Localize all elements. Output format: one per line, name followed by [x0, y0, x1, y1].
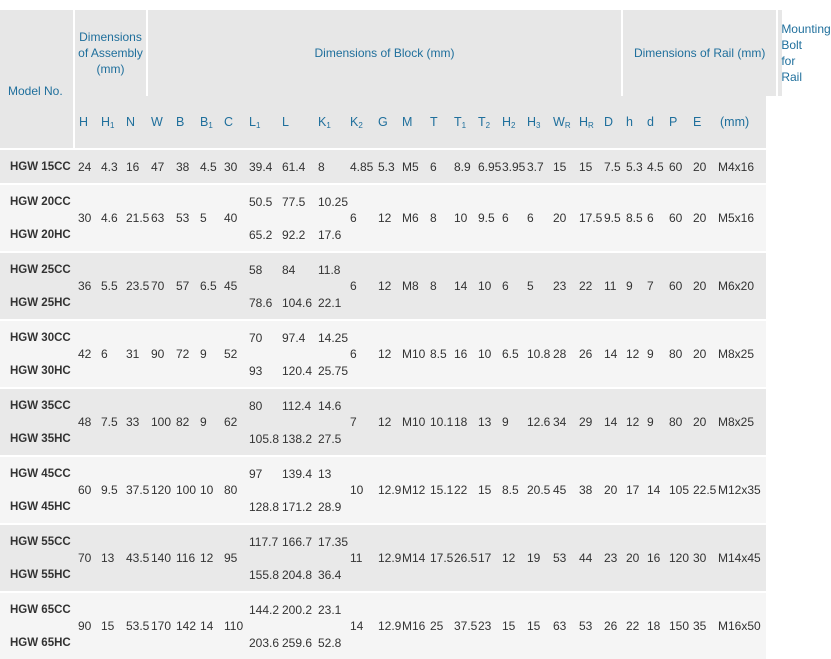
cell-l1: 128.8 — [249, 499, 280, 514]
cell-l: 204.8 — [282, 567, 313, 582]
cell-h3: 19 — [523, 524, 549, 592]
cell-l: 138.2 — [282, 431, 313, 446]
cell-b1: 5 — [196, 184, 220, 252]
cell-l: 97.4 — [278, 320, 314, 354]
cell-p: 60 — [665, 252, 689, 320]
cell-bolt: M16x50 — [712, 592, 766, 659]
cell-p: 80 — [665, 388, 689, 456]
cell-wr: 63 — [549, 592, 575, 659]
cell-t2: 10 — [474, 252, 498, 320]
table-row — [0, 320, 783, 354]
cell-wr: 20 — [549, 184, 575, 252]
cell-l: 77.5 — [278, 184, 314, 218]
cell-p: 80 — [665, 320, 689, 388]
cell-h: 24 — [74, 149, 97, 184]
subheader-9: $K_1$ — [318, 114, 331, 130]
cell-c: 52 — [220, 320, 245, 388]
cell-l: 61.4 — [278, 149, 314, 184]
cell-l: 139.4 — [278, 456, 314, 490]
cell-k1: 25.75 — [318, 363, 349, 378]
cell-l: 92.2 — [282, 227, 306, 242]
cell-l1: 58 — [245, 252, 278, 286]
cell-l: 259.6 — [282, 635, 313, 650]
cell-b: 142 — [172, 592, 196, 659]
model-cell: HGW 20CC — [0, 184, 74, 218]
cell-bolt: M12x35 — [712, 456, 766, 524]
cell-h: 8.5 — [622, 184, 643, 252]
cell-l: 120.4 — [282, 363, 313, 378]
cell-l: 104.6 — [282, 295, 313, 310]
cell-h: 70 — [74, 524, 97, 592]
cell-m: M6 — [398, 184, 426, 252]
cell-g: 12.9 — [374, 524, 398, 592]
cell-k1: 8 — [314, 149, 346, 184]
cell-d: 14 — [600, 388, 622, 456]
cell-k1: 14.25 — [314, 320, 346, 354]
cell-m: M16 — [398, 592, 426, 659]
cell-e: 20 — [689, 252, 712, 320]
cell-k1: 10.25 — [314, 184, 346, 218]
cell-t1: 22 — [450, 456, 474, 524]
subheader-18: $W_R$ — [553, 114, 571, 130]
cell-b: 53 — [172, 184, 196, 252]
subheader-3: W — [151, 115, 163, 129]
cell-l: 112.4 — [278, 388, 314, 422]
model-cell: HGW 30HC — [10, 364, 71, 377]
model-cell: HGW 65HC — [10, 636, 71, 649]
cell-k1: 28.9 — [318, 499, 342, 514]
cell-h: 22 — [622, 592, 643, 659]
cell-h2: 6 — [498, 252, 523, 320]
subheader-11: G — [378, 115, 388, 129]
table-row — [0, 592, 783, 626]
cell-m: M14 — [398, 524, 426, 592]
subheader-15: $T_2$ — [478, 114, 491, 130]
cell-b: 100 — [172, 456, 196, 524]
cell-b: 116 — [172, 524, 196, 592]
cell-c: 45 — [220, 252, 245, 320]
cell-k1: 22.1 — [318, 295, 342, 310]
cell-k2: 7 — [346, 388, 374, 456]
cell-b1: 9 — [196, 388, 220, 456]
cell-t2: 13 — [474, 388, 498, 456]
header-assembly-text: Dimensions of Assembly (mm) — [78, 30, 143, 76]
cell-bolt: M6x20 — [712, 252, 766, 320]
cell-h: 12 — [622, 320, 643, 388]
cell-b: 82 — [172, 388, 196, 456]
cell-d: 4.5 — [643, 149, 665, 184]
cell-w: 170 — [147, 592, 172, 659]
header-bolt — [777, 10, 831, 96]
cell-n: 33 — [122, 388, 147, 456]
cell-k2: 4.85 — [346, 149, 374, 184]
cell-hr: 15 — [575, 149, 600, 184]
model-cell: HGW 15CC — [0, 149, 74, 184]
cell-hr: 22 — [575, 252, 600, 320]
cell-bolt: M14x45 — [712, 524, 766, 592]
cell-n: 53.5 — [122, 592, 147, 659]
cell-k2: 11 — [346, 524, 374, 592]
cell-c: 30 — [220, 149, 245, 184]
cell-e: 35 — [689, 592, 712, 659]
cell-l1: 97 — [245, 456, 278, 490]
cell-t: 8.5 — [426, 320, 450, 388]
cell-h3: 20.5 — [523, 456, 549, 524]
cell-w: 70 — [147, 252, 172, 320]
cell-hr: 17.5 — [575, 184, 600, 252]
cell-l: 166.7 — [278, 524, 314, 558]
cell-t1: 37.5 — [450, 592, 474, 659]
subheader-25: (mm) — [720, 115, 750, 129]
cell-l1: 203.6 — [249, 635, 280, 650]
cell-d: 11 — [600, 252, 622, 320]
cell-l1: 117.7 — [245, 524, 278, 558]
subheader-8: L — [282, 115, 289, 129]
cell-h3: 15 — [523, 592, 549, 659]
cell-h: 30 — [74, 184, 97, 252]
cell-h1: 4.6 — [97, 184, 122, 252]
cell-t: 10.1 — [426, 388, 450, 456]
model-cell: HGW 30CC — [0, 320, 74, 354]
cell-hr: 53 — [575, 592, 600, 659]
cell-d: 23 — [600, 524, 622, 592]
cell-n: 23.5 — [122, 252, 147, 320]
cell-w: 90 — [147, 320, 172, 388]
cell-h2: 6.5 — [498, 320, 523, 388]
cell-l1: 105.8 — [249, 431, 280, 446]
cell-t: 15.1 — [426, 456, 450, 524]
cell-n: 31 — [122, 320, 147, 388]
cell-b1: 4.5 — [196, 149, 220, 184]
cell-k1: 36.4 — [318, 567, 342, 582]
cell-l1: 50.5 — [245, 184, 278, 218]
model-cell: HGW 45HC — [10, 500, 71, 513]
cell-g: 12.9 — [374, 456, 398, 524]
cell-t1: 14 — [450, 252, 474, 320]
cell-n: 16 — [122, 149, 147, 184]
subheader-23: P — [669, 115, 678, 129]
cell-h3: 3.7 — [523, 149, 549, 184]
cell-l1: 155.8 — [249, 567, 280, 582]
cell-hr: 26 — [575, 320, 600, 388]
cell-t1: 8.9 — [450, 149, 474, 184]
cell-d: 16 — [643, 524, 665, 592]
cell-h2: 6 — [498, 184, 523, 252]
table-row — [0, 149, 783, 184]
cell-b: 72 — [172, 320, 196, 388]
cell-k1: 52.8 — [318, 635, 342, 650]
cell-h: 12 — [622, 388, 643, 456]
subheader-19: $H_R$ — [579, 114, 594, 130]
cell-t: 8 — [426, 252, 450, 320]
model-cell: HGW 45CC — [0, 456, 74, 490]
cell-n: 37.5 — [122, 456, 147, 524]
model-cell: HGW 65CC — [0, 592, 74, 626]
cell-w: 120 — [147, 456, 172, 524]
model-cell: HGW 25CC — [0, 252, 74, 286]
cell-l1: 65.2 — [249, 227, 273, 242]
subheader-22: d — [647, 115, 654, 129]
cell-t1: 10 — [450, 184, 474, 252]
cell-t2: 17 — [474, 524, 498, 592]
cell-d: 9.5 — [600, 184, 622, 252]
cell-d: 26 — [600, 592, 622, 659]
subheader-6: C — [224, 115, 234, 129]
cell-b1: 14 — [196, 592, 220, 659]
cell-d: 6 — [643, 184, 665, 252]
subheader-14: $T_1$ — [454, 114, 467, 130]
cell-t1: 26.5 — [450, 524, 474, 592]
cell-d: 9 — [643, 320, 665, 388]
cell-t: 25 — [426, 592, 450, 659]
subheader-10: $K_2$ — [350, 114, 363, 130]
subheader-0: H — [79, 115, 89, 129]
cell-l1: 39.4 — [245, 149, 278, 184]
subheader-5: $B_1$ — [200, 114, 213, 130]
table-row — [0, 252, 783, 286]
cell-l: 200.2 — [278, 592, 314, 626]
cell-h1: 4.3 — [97, 149, 122, 184]
cell-k1: 11.8 — [314, 252, 346, 286]
cell-k2: 10 — [346, 456, 374, 524]
cell-l: 84 — [278, 252, 314, 286]
cell-l1: 93 — [249, 363, 263, 378]
subheader-2: N — [126, 115, 136, 129]
cell-h: 42 — [74, 320, 97, 388]
cell-w: 47 — [147, 149, 172, 184]
cell-n: 21.5 — [122, 184, 147, 252]
cell-b1: 6.5 — [196, 252, 220, 320]
header-block: Dimensions of Block (mm) — [147, 10, 622, 96]
cell-bolt: M8x25 — [712, 320, 766, 388]
subheader-7: $L_1$ — [249, 114, 261, 130]
model-cell: HGW 55HC — [10, 568, 71, 581]
cell-p: 120 — [665, 524, 689, 592]
header-assembly — [74, 10, 147, 96]
cell-hr: 44 — [575, 524, 600, 592]
cell-h2: 9 — [498, 388, 523, 456]
cell-t1: 16 — [450, 320, 474, 388]
cell-h: 9 — [622, 252, 643, 320]
cell-hr: 29 — [575, 388, 600, 456]
cell-c: 110 — [220, 592, 245, 659]
cell-hr: 38 — [575, 456, 600, 524]
cell-wr: 53 — [549, 524, 575, 592]
cell-k2: 6 — [346, 184, 374, 252]
cell-g: 12 — [374, 320, 398, 388]
cell-l1: 80 — [245, 388, 278, 422]
cell-l1: 144.2 — [245, 592, 278, 626]
cell-h: 60 — [74, 456, 97, 524]
cell-d: 18 — [643, 592, 665, 659]
cell-h3: 6 — [523, 184, 549, 252]
cell-h3: 5 — [523, 252, 549, 320]
cell-h2: 15 — [498, 592, 523, 659]
cell-p: 150 — [665, 592, 689, 659]
cell-h2: 12 — [498, 524, 523, 592]
cell-m: M10 — [398, 320, 426, 388]
subheader-17: $H_3$ — [527, 114, 541, 130]
cell-t2: 9.5 — [474, 184, 498, 252]
cell-d: 14 — [643, 456, 665, 524]
cell-w: 63 — [147, 184, 172, 252]
cell-t: 6 — [426, 149, 450, 184]
cell-m: M8 — [398, 252, 426, 320]
cell-p: 60 — [665, 184, 689, 252]
cell-wr: 15 — [549, 149, 575, 184]
table-body — [0, 149, 783, 659]
cell-wr: 23 — [549, 252, 575, 320]
cell-k1: 13 — [314, 456, 346, 490]
subheader-20: D — [604, 115, 614, 129]
cell-m: M10 — [398, 388, 426, 456]
cell-bolt: M5x16 — [712, 184, 766, 252]
cell-k2: 6 — [346, 252, 374, 320]
cell-l1: 70 — [245, 320, 278, 354]
subheader-13: T — [430, 115, 438, 129]
cell-e: 20 — [689, 149, 712, 184]
cell-d: 20 — [600, 456, 622, 524]
cell-h3: 10.8 — [523, 320, 549, 388]
cell-h1: 15 — [97, 592, 122, 659]
cell-p: 105 — [665, 456, 689, 524]
cell-e: 22.5 — [689, 456, 712, 524]
cell-wr: 28 — [549, 320, 575, 388]
cell-d: 7 — [643, 252, 665, 320]
cell-n: 43.5 — [122, 524, 147, 592]
cell-t: 8 — [426, 184, 450, 252]
cell-w: 140 — [147, 524, 172, 592]
cell-d: 7.5 — [600, 149, 622, 184]
header-rail: Dimensions of Rail (mm) — [622, 10, 777, 96]
cell-b: 57 — [172, 252, 196, 320]
model-cell: HGW 35CC — [0, 388, 74, 422]
cell-h1: 13 — [97, 524, 122, 592]
cell-bolt: M8x25 — [712, 388, 766, 456]
subheader-24: E — [693, 115, 702, 129]
cell-g: 12 — [374, 184, 398, 252]
header-bolt-text: Mounting Bolt for Rail — [781, 22, 831, 84]
cell-bolt: M4x16 — [712, 149, 766, 184]
cell-h: 90 — [74, 592, 97, 659]
cell-b1: 12 — [196, 524, 220, 592]
cell-t2: 6.95 — [474, 149, 498, 184]
subheader-12: M — [402, 115, 413, 129]
cell-l: 171.2 — [282, 499, 313, 514]
cell-h1: 7.5 — [97, 388, 122, 456]
cell-t2: 10 — [474, 320, 498, 388]
cell-h1: 6 — [97, 320, 122, 388]
cell-c: 40 — [220, 184, 245, 252]
cell-b1: 9 — [196, 320, 220, 388]
cell-h: 5.3 — [622, 149, 643, 184]
cell-t2: 23 — [474, 592, 498, 659]
cell-d: 14 — [600, 320, 622, 388]
cell-b1: 10 — [196, 456, 220, 524]
subheader-1: $H_1$ — [101, 114, 115, 130]
cell-wr: 45 — [549, 456, 575, 524]
cell-g: 12 — [374, 388, 398, 456]
cell-g: 12.9 — [374, 592, 398, 659]
cell-k2: 6 — [346, 320, 374, 388]
cell-h2: 3.95 — [498, 149, 523, 184]
model-cell: HGW 20HC — [10, 228, 71, 241]
cell-g: 5.3 — [374, 149, 398, 184]
cell-k2: 14 — [346, 592, 374, 659]
cell-c: 62 — [220, 388, 245, 456]
cell-e: 30 — [689, 524, 712, 592]
table-row — [0, 184, 783, 218]
cell-l1: 78.6 — [249, 295, 273, 310]
cell-wr: 34 — [549, 388, 575, 456]
cell-k1: 17.6 — [318, 227, 342, 242]
spec-table — [0, 10, 831, 659]
cell-h: 36 — [74, 252, 97, 320]
cell-h: 20 — [622, 524, 643, 592]
cell-e: 20 — [689, 320, 712, 388]
subheader-21: h — [626, 115, 633, 129]
cell-k1: 23.1 — [314, 592, 346, 626]
cell-t: 17.5 — [426, 524, 450, 592]
table-row — [0, 388, 783, 422]
subheader-4: B — [176, 115, 185, 129]
header-model-no: Model No. — [0, 10, 74, 149]
cell-e: 20 — [689, 388, 712, 456]
cell-h3: 12.6 — [523, 388, 549, 456]
cell-c: 80 — [220, 456, 245, 524]
cell-h: 48 — [74, 388, 97, 456]
cell-k1: 17.35 — [314, 524, 346, 558]
cell-m: M5 — [398, 149, 426, 184]
cell-h2: 8.5 — [498, 456, 523, 524]
cell-d: 9 — [643, 388, 665, 456]
table-row — [0, 456, 783, 490]
model-cell: HGW 55CC — [0, 524, 74, 558]
cell-m: M12 — [398, 456, 426, 524]
subheader-16: $H_2$ — [502, 114, 516, 130]
cell-t1: 18 — [450, 388, 474, 456]
cell-b: 38 — [172, 149, 196, 184]
cell-t2: 15 — [474, 456, 498, 524]
cell-g: 12 — [374, 252, 398, 320]
cell-p: 60 — [665, 149, 689, 184]
cell-h1: 5.5 — [97, 252, 122, 320]
table-row — [0, 524, 783, 558]
cell-h1: 9.5 — [97, 456, 122, 524]
cell-c: 95 — [220, 524, 245, 592]
cell-e: 20 — [689, 184, 712, 252]
model-cell: HGW 35HC — [10, 432, 71, 445]
cell-k1: 27.5 — [318, 431, 342, 446]
cell-k1: 14.6 — [314, 388, 346, 422]
cell-w: 100 — [147, 388, 172, 456]
model-cell: HGW 25HC — [10, 296, 71, 309]
cell-h: 17 — [622, 456, 643, 524]
